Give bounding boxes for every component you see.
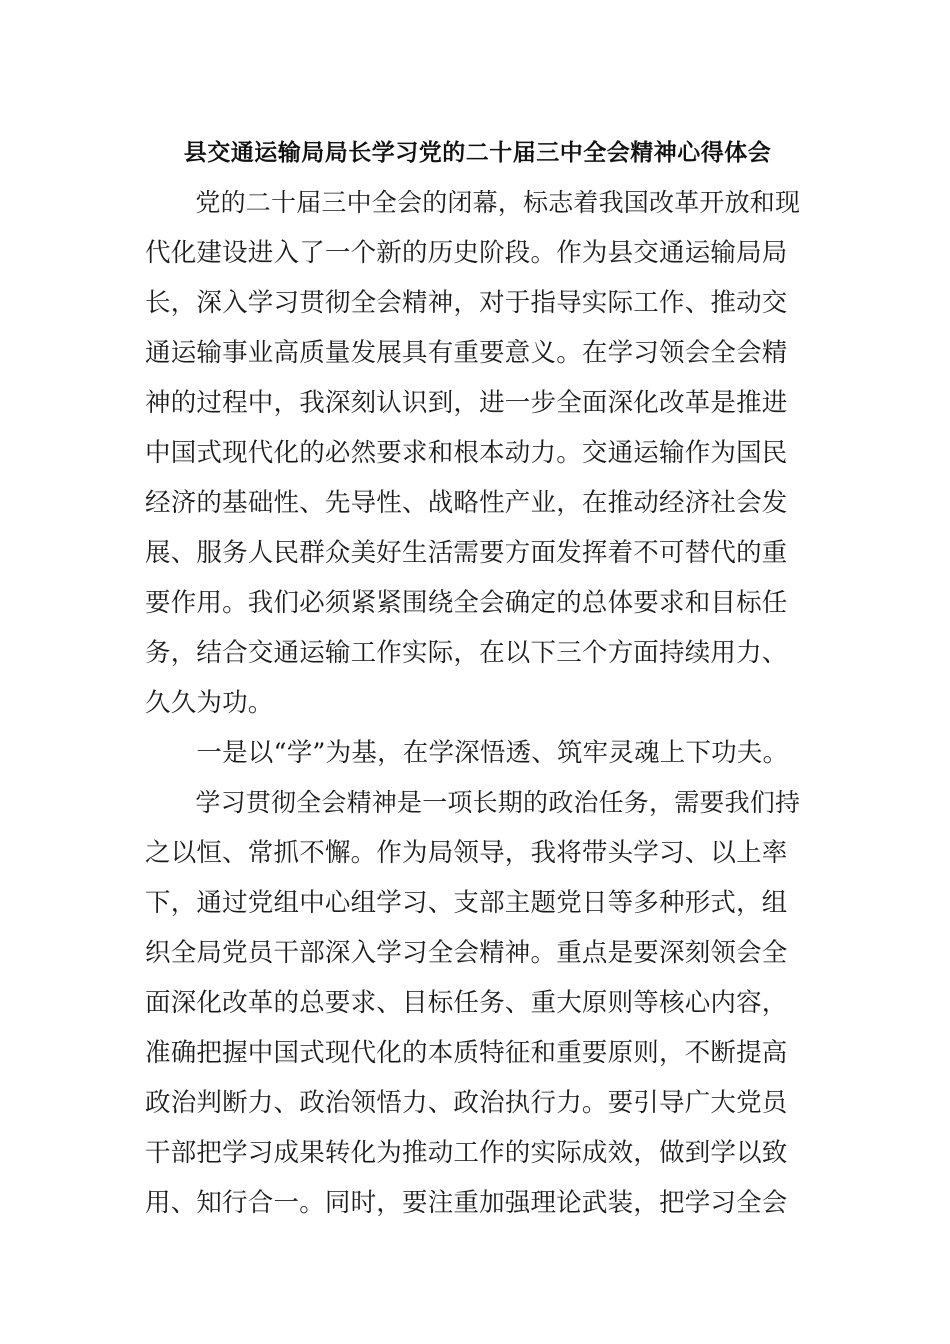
body-line: 之以恒、常抓不懈。作为局领导，我将带头学习、以上率	[145, 838, 788, 868]
body-line: 务，结合交通运输工作实际，在以下三个方面持续用力、	[145, 638, 788, 668]
body-line: 准确把握中国式现代化的本质特征和重要原则，不断提高	[145, 1038, 788, 1068]
body-line: 长，深入学习贯彻全会精神，对于指导实际工作、推动交	[145, 288, 788, 318]
body-line: 通运输事业高质量发展具有重要意义。在学习领会全会精	[145, 338, 788, 368]
body-line: 干部把学习成果转化为推动工作的实际成效，做到学以致	[145, 1138, 788, 1168]
body-line: 要作用。我们必须紧紧围绕全会确定的总体要求和目标任	[145, 588, 788, 618]
body-line: 代化建设进入了一个新的历史阶段。作为县交通运输局局	[145, 238, 788, 268]
body-line: 久久为功。	[145, 688, 274, 718]
body-line: 学习贯彻全会精神是一项长期的政治任务，需要我们持	[145, 788, 801, 817]
body-line: 政治判断力、政治领悟力、政治执行力。要引导广大党员	[145, 1088, 788, 1118]
body-line: 中国式现代化的必然要求和根本动力。交通运输作为国民	[145, 438, 788, 468]
body-line: 面深化改革的总要求、目标任务、重大原则等核心内容，	[145, 988, 788, 1018]
document-title: 县交通运输局局长学习党的二十届三中全会精神心得体会	[183, 139, 772, 166]
body-line: 用、知行合一。同时，要注重加强理论武装，把学习全会	[145, 1188, 788, 1218]
body-line: 党的二十届三中全会的闭幕，标志着我国改革开放和现	[145, 188, 801, 217]
body-line: 织全局党员干部深入学习全会精神。重点是要深刻领会全	[145, 938, 788, 968]
body-line: 下，通过党组中心组学习、支部主题党日等多种形式，组	[145, 888, 788, 918]
body-line: 经济的基础性、先导性、战略性产业，在推动经济社会发	[145, 488, 788, 518]
section-heading: 一是以“学”为基，在学深悟透、筑牢灵魂上下功夫。	[145, 738, 789, 768]
body-line: 展、服务人民群众美好生活需要方面发挥着不可替代的重	[145, 538, 788, 568]
body-line: 神的过程中，我深刻认识到，进一步全面深化改革是推进	[145, 388, 788, 418]
